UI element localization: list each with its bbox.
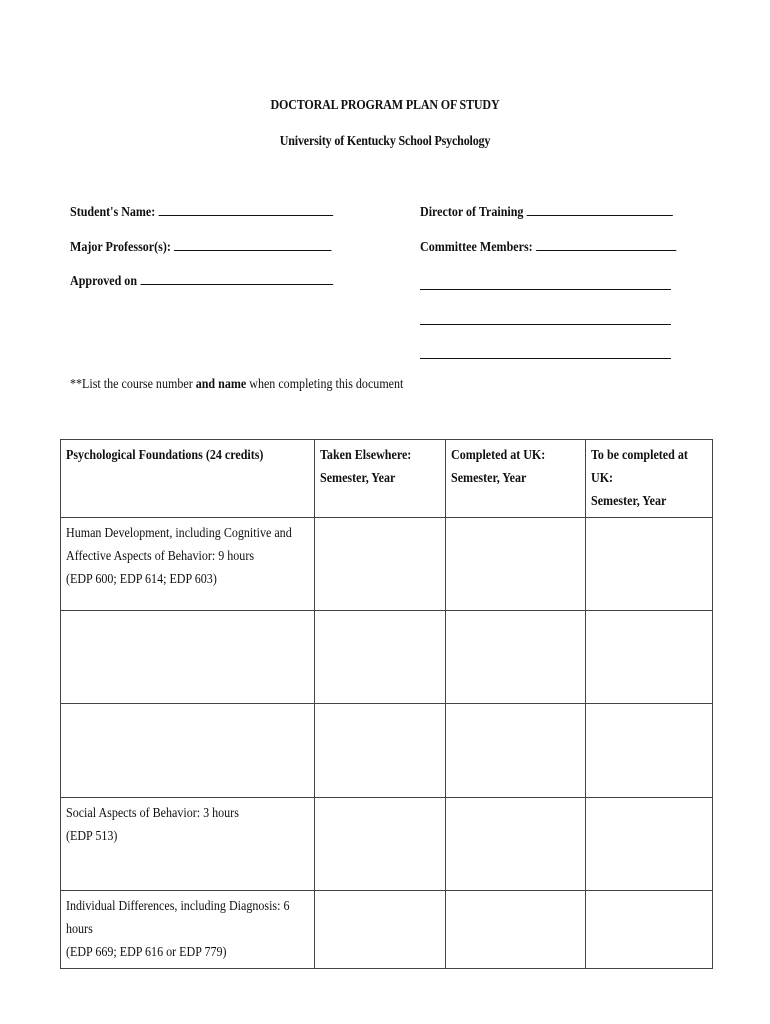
table-header-row xyxy=(61,440,713,518)
column-header-completed-uk: Completed at UK: Semester, Year xyxy=(446,440,586,518)
to-be-completed-cell[interactable] xyxy=(586,704,713,798)
director-of-training-label: Director of Training xyxy=(420,205,524,220)
course-cell: Individual Differences, including Diagnosis: 6 hours (EDP 669; EDP 616 or EDP 779) xyxy=(61,891,315,969)
committee-members-field[interactable] xyxy=(420,238,676,256)
plan-of-study-table xyxy=(60,439,713,969)
course-cell[interactable] xyxy=(61,704,315,798)
course-cell: Human Development, including Cognitive and Affective Aspects of Behavior: 9 hours (EDP 600; EDP 614; EDP 603) xyxy=(61,518,315,611)
major-professor-field[interactable] xyxy=(70,238,332,256)
instruction-note xyxy=(70,377,403,393)
taken-elsewhere-cell[interactable] xyxy=(315,798,446,891)
approved-on-label: Approved on xyxy=(70,274,138,289)
committee-member-line-4[interactable] xyxy=(420,358,671,359)
note-emphasis: and name xyxy=(195,377,247,392)
column-header-course: Psychological Foundations (24 credits) xyxy=(61,440,315,518)
course-cell[interactable] xyxy=(61,611,315,704)
taken-elsewhere-cell[interactable] xyxy=(315,611,446,704)
student-name-label: Student's Name: xyxy=(70,205,156,220)
table-row xyxy=(61,611,713,704)
page-title: DOCTORAL PROGRAM PLAN OF STUDY xyxy=(270,98,500,113)
major-professor-line[interactable] xyxy=(174,238,331,251)
committee-members-line[interactable] xyxy=(536,238,676,251)
approved-on-field[interactable] xyxy=(70,272,333,290)
note-prefix: **List the course number xyxy=(70,377,196,392)
completed-uk-cell[interactable] xyxy=(446,611,586,704)
taken-elsewhere-cell[interactable] xyxy=(315,704,446,798)
completed-uk-cell[interactable] xyxy=(446,704,586,798)
column-header-to-be-completed: To be completed at UK: Semester, Year xyxy=(586,440,713,518)
taken-elsewhere-cell[interactable] xyxy=(315,891,446,969)
to-be-completed-cell[interactable] xyxy=(586,891,713,969)
major-professor-label: Major Professor(s): xyxy=(70,240,171,255)
committee-members-label: Committee Members: xyxy=(420,240,533,255)
approved-on-line[interactable] xyxy=(140,272,333,285)
student-name-field[interactable] xyxy=(70,203,333,221)
table-row xyxy=(61,891,713,969)
page-subtitle: University of Kentucky School Psychology xyxy=(279,134,491,149)
committee-member-line-3[interactable] xyxy=(420,324,671,325)
completed-uk-cell[interactable] xyxy=(446,891,586,969)
student-name-line[interactable] xyxy=(159,203,334,216)
to-be-completed-cell[interactable] xyxy=(586,518,713,611)
table-row xyxy=(61,704,713,798)
table-row xyxy=(61,518,713,611)
committee-member-line-2[interactable] xyxy=(420,289,671,290)
completed-uk-cell[interactable] xyxy=(446,518,586,611)
completed-uk-cell[interactable] xyxy=(446,798,586,891)
director-of-training-line[interactable] xyxy=(527,203,673,216)
table-row xyxy=(61,798,713,891)
taken-elsewhere-cell[interactable] xyxy=(315,518,446,611)
to-be-completed-cell[interactable] xyxy=(586,798,713,891)
note-suffix: when completing this document xyxy=(246,377,404,392)
to-be-completed-cell[interactable] xyxy=(586,611,713,704)
director-of-training-field[interactable] xyxy=(420,203,673,221)
course-cell: Social Aspects of Behavior: 3 hours (EDP 513) xyxy=(61,798,315,891)
column-header-taken-elsewhere: Taken Elsewhere: Semester, Year xyxy=(315,440,446,518)
